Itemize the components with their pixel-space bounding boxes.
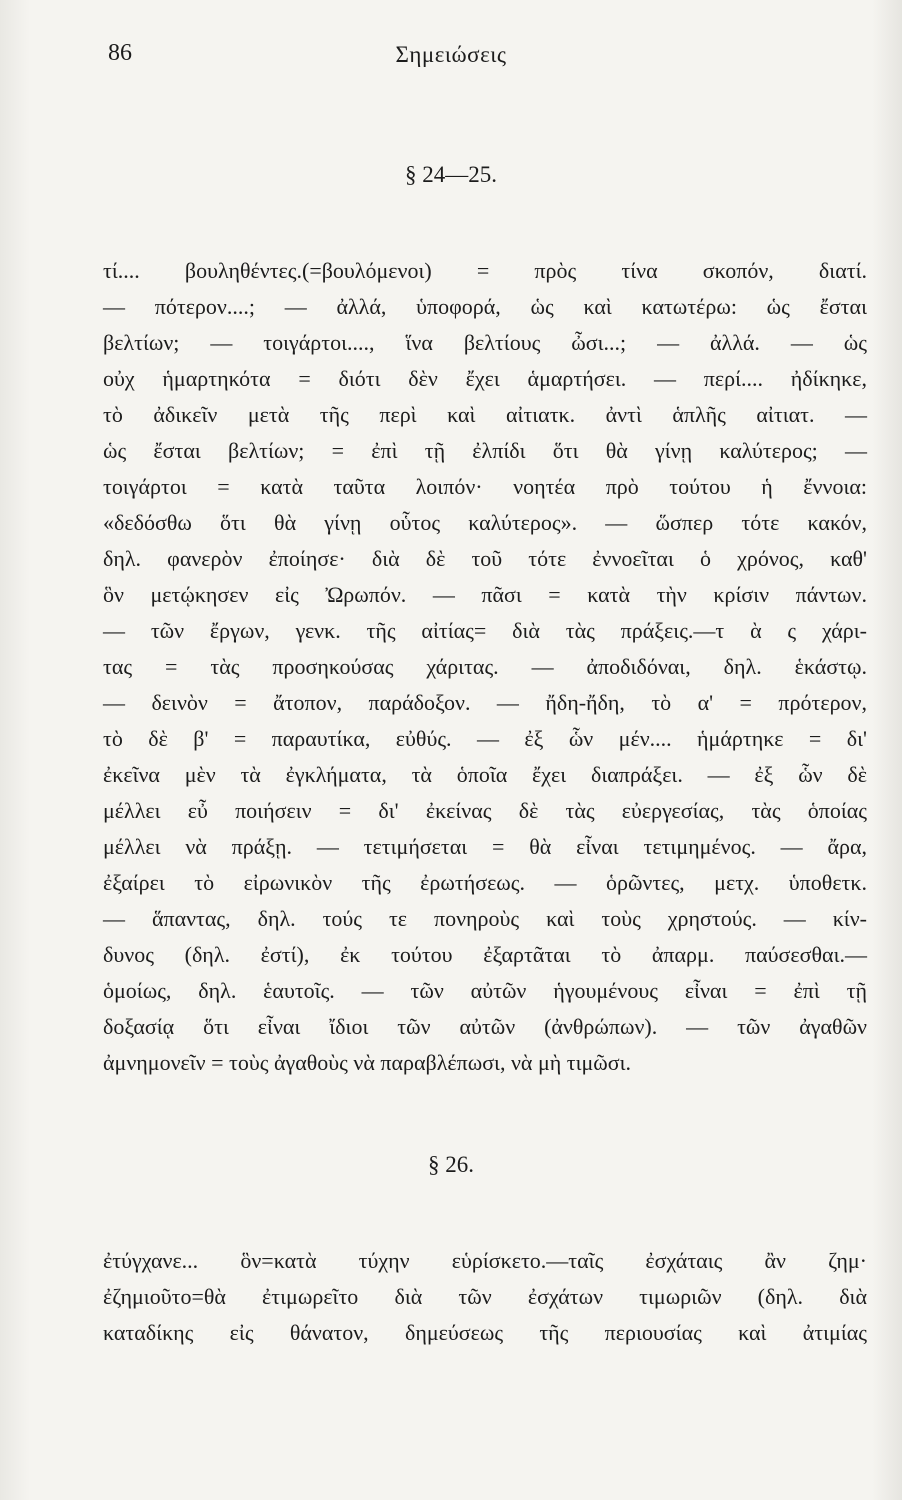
text-line: τί.... βουληθέντες.(=βουλόμενοι) = πρὸς τίνα σκοπόν, διατί. <box>103 258 867 283</box>
text-line: δοξασίᾳ ὅτι εἶναι ἴδιοι τῶν αὐτῶν (ἀνθρώπων). — τῶν ἀγαθῶν <box>103 1014 867 1039</box>
text-line: ἐτύγχανε... ὃν=κατὰ τύχην εὑρίσκετο.—ταῖς ἐσχάταις ἂν ζημ· <box>103 1248 867 1273</box>
text-line: ὃν μετῴκησεν εἰς Ὠρωπόν. — πᾶσι = κατὰ τὴν κρίσιν πάντων. <box>103 582 867 607</box>
text-line: ἐκεῖνα μὲν τὰ ἐγκλήματα, τὰ ὁποῖα ἔχει διαπράξει. — ἐξ ὧν δὲ <box>103 762 867 787</box>
text-line: ὡς ἔσται βελτίων; = ἐπὶ τῇ ἐλπίδι ὅτι θὰ γίνῃ καλύτερος; — <box>103 438 867 463</box>
text-line: — δεινὸν = ἄτοπον, παράδοξον. — ἤδη-ἤδη, τὸ α' = πρότερον, <box>103 690 867 715</box>
text-line: — ἅπαντας, δηλ. τούς τε πονηροὺς καὶ τοὺς χρηστούς. — κίν- <box>103 906 867 931</box>
text-line: — πότερον....; — ἀλλά, ὑποφορά, ὡς καὶ κατωτέρω: ὡς ἔσται <box>103 294 867 319</box>
text-line: μέλλει εὖ ποιήσειν = δι' ἐκείνας δὲ τὰς εὐεργεσίας, τὰς ὁποίας <box>103 798 867 823</box>
text-line: καταδίκης εἰς θάνατον, δημεύσεως τῆς περιουσίας καὶ ἀτιμίας <box>103 1320 867 1345</box>
text-line: οὐχ ἡμαρτηκότα = διότι δὲν ἔχει ἁμαρτήσει. — περί.... ἠδίκηκε, <box>103 366 867 391</box>
text-line: ἐξαίρει τὸ εἰρωνικὸν τῆς ἐρωτήσεως. — ὁρῶντες, μετχ. ὑποθετκ. <box>103 870 867 895</box>
text-line: «δεδόσθω ὅτι θὰ γίνῃ οὗτος καλύτερος». — ὥσπερ τότε κακόν, <box>103 510 867 535</box>
text-line: — τῶν ἔργων, γενκ. τῆς αἰτίας= διὰ τὰς πράξεις.—τ ὰ ς χάρι- <box>103 618 867 643</box>
page-number: 86 <box>108 40 132 66</box>
text-line: ὁμοίως, δηλ. ἑαυτοῖς. — τῶν αὐτῶν ἡγουμένους εἶναι = ἐπὶ τῇ <box>103 978 867 1003</box>
text-line: δηλ. φανερὸν ἐποίησε· διὰ δὲ τοῦ τότε ἐννοεῖται ὁ χρόνος, καθ' <box>103 546 867 571</box>
text-line: τας = τὰς προσηκούσας χάριτας. — ἀποδιδόναι, δηλ. ἑκάστῳ. <box>103 654 867 679</box>
section-heading: § 26. <box>428 1152 474 1177</box>
section-heading: § 24—25. <box>405 162 497 187</box>
text-line: βελτίων; — τοιγάρτοι...., ἵνα βελτίους ὦσι...; — ἀλλά. — ὡς <box>103 330 867 355</box>
text-line: μέλλει νὰ πράξῃ. — τετιμήσεται = θὰ εἶναι τετιμημένος. — ἄρα, <box>103 834 867 859</box>
text-line: δυνος (δηλ. ἐστί), ἐκ τούτου ἐξαρτᾶται τὸ ἀπαρμ. παύσεσθαι.— <box>103 942 867 967</box>
running-head: Σημειώσεις <box>395 42 507 67</box>
text-line: τὸ ἀδικεῖν μετὰ τῆς περὶ καὶ αἰτιατκ. ἀντὶ ἁπλῆς αἰτιατ. — <box>103 402 867 427</box>
text-line: ἀμνημονεῖν = τοὺς ἀγαθοὺς νὰ παραβλέπωσι, νὰ μὴ τιμῶσι. <box>103 1050 632 1075</box>
text-line: τὸ δὲ β' = παραυτίκα, εὐθύς. — ἐξ ὧν μέν.... ἡμάρτηκε = δι' <box>103 726 867 751</box>
text-line: ἐζημιοῦτο=θὰ ἐτιμωρεῖτο διὰ τῶν ἐσχάτων τιμωριῶν (δηλ. διὰ <box>103 1284 867 1309</box>
text-line: τοιγάρτοι = κατὰ ταῦτα λοιπόν· νοητέα πρὸ τούτου ἡ ἔννοια: <box>103 474 867 499</box>
